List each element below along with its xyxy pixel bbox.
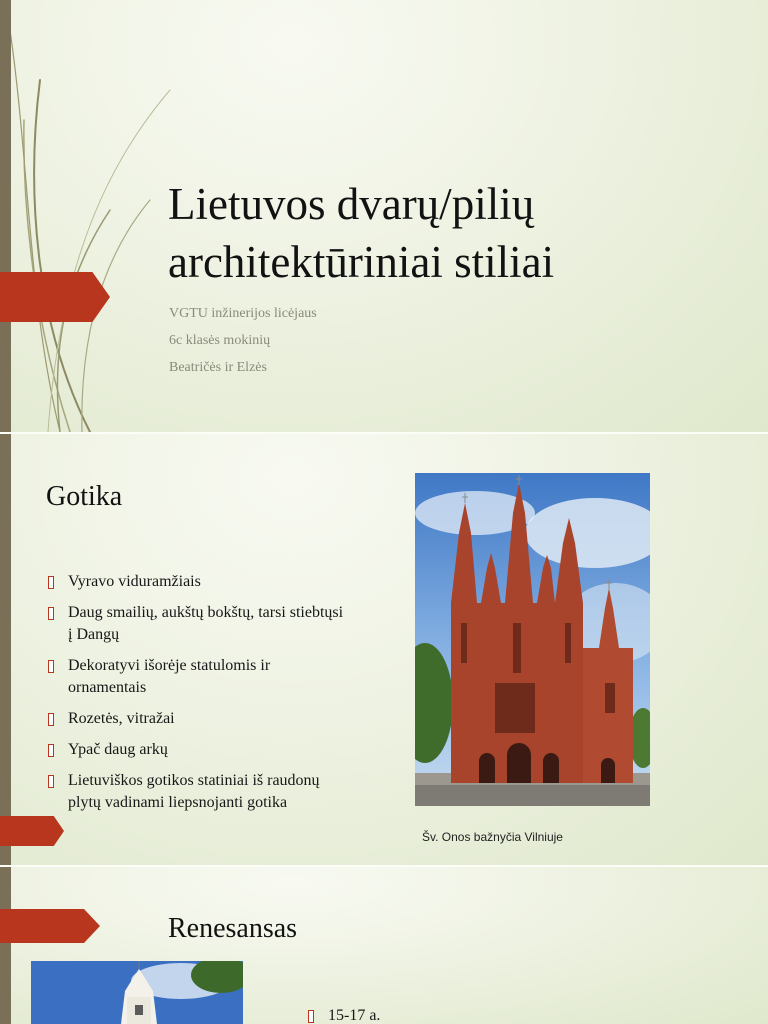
gothic-heading: Gotika	[46, 481, 123, 512]
gothic-church-photo	[415, 473, 650, 806]
photo-caption: Šv. Onos bažnyčia Vilniuje	[422, 830, 563, 844]
left-accent-bar	[0, 434, 11, 865]
subtitle-line-1: VGTU inžinerijos licėjaus	[169, 306, 317, 321]
renaissance-bullet-list	[306, 1005, 506, 1024]
renaissance-arrow-shape	[0, 909, 100, 943]
renaissance-heading: Renesansas	[168, 913, 298, 944]
gothic-slide	[0, 434, 768, 865]
title-arrow-shape	[0, 272, 110, 322]
subtitle-line-2: 6c klasės mokinių	[169, 333, 271, 348]
decorative-grass-lines	[0, 0, 180, 432]
left-accent-bar	[0, 0, 11, 432]
list-item: Rozetės, vitražai	[46, 708, 346, 730]
list-item: Vyravo viduramžiais	[46, 571, 346, 593]
list-item: Ypač daug arkų	[46, 739, 346, 761]
list-item: 15-17 a.	[306, 1005, 506, 1024]
gothic-bullet-list	[46, 571, 346, 823]
list-item: Daug smailių, aukštų bokštų, tarsi stiebtųsi į Dangų	[46, 602, 346, 646]
list-item: Dekoratyvi išorėje statulomis ir ornamentais	[46, 655, 346, 699]
left-accent-bar	[0, 867, 11, 1024]
subtitle-line-3: Beatričės ir Elzės	[169, 360, 267, 375]
list-item: Lietuviškos gotikos statiniai iš raudonų plytų vadinami liepsnojanti gotika	[46, 770, 346, 814]
bell-tower-photo	[31, 961, 243, 1024]
title-slide	[0, 0, 768, 432]
title-line-2: architektūriniai stiliai	[168, 237, 555, 287]
title-line-1: Lietuvos dvarų/pilių	[168, 179, 535, 229]
renaissance-slide	[0, 867, 768, 1024]
